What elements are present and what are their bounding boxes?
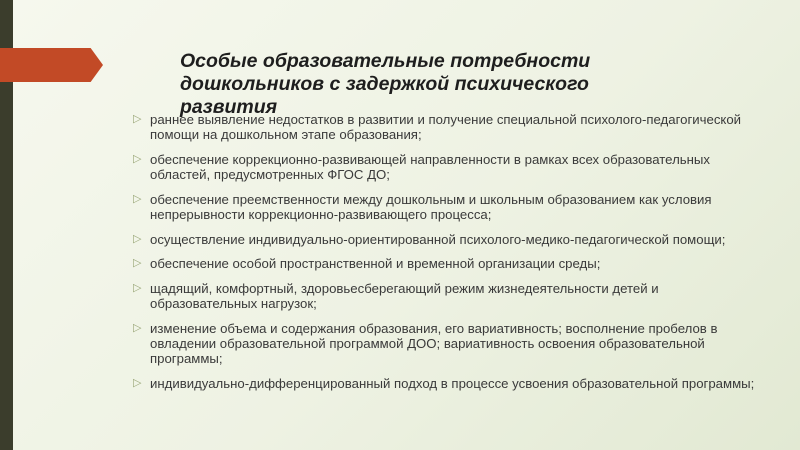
triangle-bullet-icon: ▷	[133, 152, 142, 165]
bullet-list	[133, 112, 758, 401]
list-item	[133, 321, 758, 367]
list-item-text: индивидуально-дифференцированный подход в процессе усвоения образовательной программы;	[150, 376, 755, 392]
triangle-bullet-icon: ▷	[133, 113, 142, 125]
list-item	[133, 152, 758, 182]
accent-arrow-shape	[0, 48, 103, 82]
triangle-bullet-icon: ▷	[133, 192, 142, 205]
list-item	[133, 192, 758, 222]
slide-title: Особые образовательные потребности дошкольников с задержкой психического развития	[180, 50, 591, 118]
list-item-text: обеспечение особой пространственной и временной организации среды;	[150, 256, 601, 272]
list-item	[133, 281, 758, 311]
list-item	[133, 376, 758, 391]
triangle-bullet-icon: ▷	[133, 257, 142, 270]
triangle-bullet-icon: ▷	[133, 322, 142, 335]
list-item-text: раннее выявление недостатков в развитии и получение специальной психолого-педагогической помощи на дошкольном этапе образования;	[150, 112, 742, 143]
list-item-text: обеспечение преемственности между дошкольным и школьным образованием как условия непрерывности коррекционно-развивающего процесса;	[150, 191, 712, 223]
list-item	[133, 232, 758, 247]
triangle-bullet-icon: ▷	[133, 282, 142, 295]
list-item	[133, 112, 758, 142]
list-item-text: осуществление индивидуально-ориентированной психолого-медико-педагогической помощи;	[150, 231, 726, 247]
list-item-text: щадящий, комфортный, здоровьесберегающий режим жизнедеятельности детей и образовательных нагрузок;	[150, 281, 659, 312]
list-item-text: изменение объема и содержания образования, его вариативность; восполнение пробелов в овладении образовательной программой ДОО; вариативность освоения образовательной программы;	[150, 321, 718, 367]
triangle-bullet-icon: ▷	[133, 377, 142, 390]
triangle-bullet-icon: ▷	[133, 232, 142, 245]
list-item-text: обеспечение коррекционно-развивающей направленности в рамках всех образовательных областей, предусмотренных ФГОС ДО;	[150, 151, 710, 183]
list-item	[133, 256, 758, 271]
